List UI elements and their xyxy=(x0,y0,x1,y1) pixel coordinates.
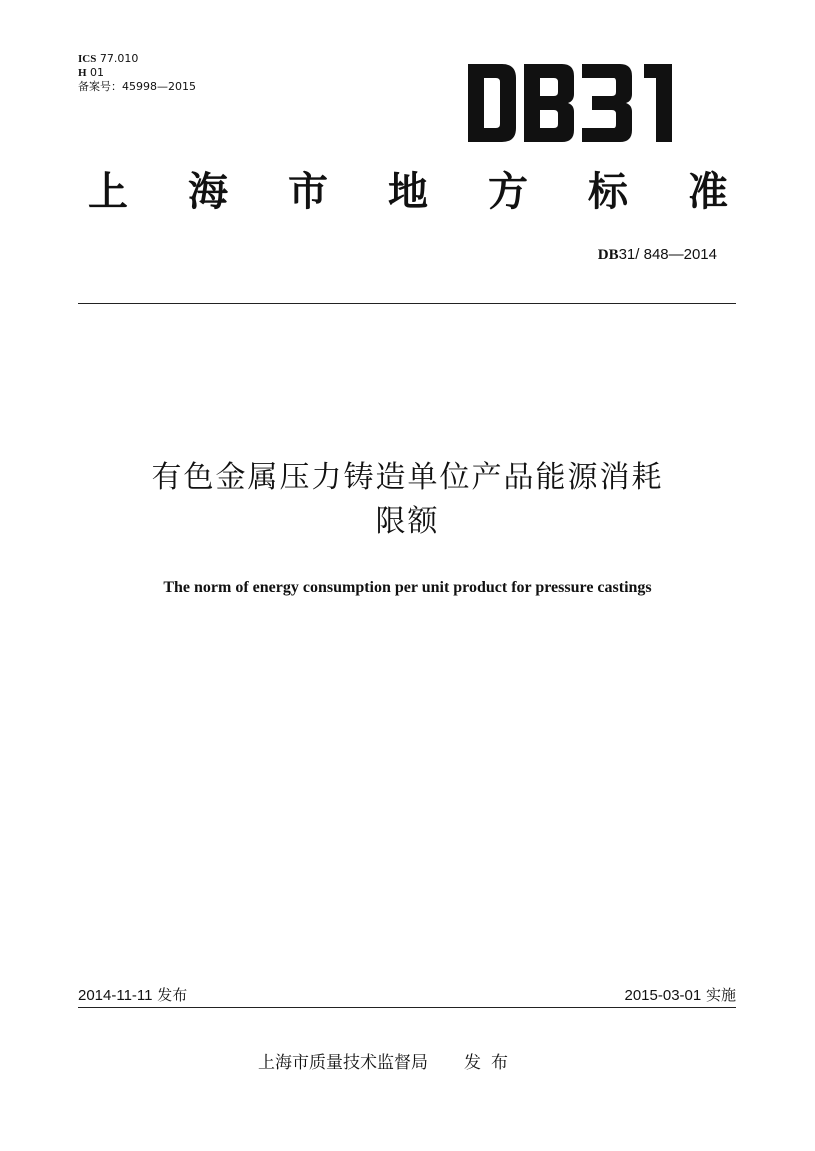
record-number: 45998—2015 xyxy=(122,80,196,93)
org-title-char: 准 xyxy=(688,169,728,215)
issue-date-label: 发布 xyxy=(152,986,188,1004)
document-meta xyxy=(78,52,196,93)
class-prefix: H xyxy=(78,67,87,79)
effective-date-value: 2015-03-01 xyxy=(624,987,702,1004)
issue-date-value: 2014-11-11 xyxy=(78,987,153,1004)
org-title-char: 市 xyxy=(288,169,328,215)
issuer-name: 上海市质量技术监督局 xyxy=(258,1053,428,1073)
chinese-title-line-2: 限额 xyxy=(375,504,440,539)
record-line xyxy=(78,80,196,93)
issuer-line xyxy=(258,1048,518,1073)
english-title: The norm of energy consumption per unit product for pressure castings xyxy=(163,579,652,596)
standard-number xyxy=(598,246,717,264)
ics-code: 77.010 xyxy=(96,52,139,65)
effective-date-label: 实施 xyxy=(701,986,736,1004)
ics-prefix: ICS xyxy=(78,53,97,65)
standard-number-prefix: DB xyxy=(597,247,619,263)
chinese-title xyxy=(0,456,815,544)
issuer-action: 发布 xyxy=(464,1053,518,1073)
standard-number-rest: 31/ 848—2014 xyxy=(618,246,717,263)
issuing-body-title xyxy=(88,160,728,224)
record-label: 备案号： xyxy=(78,80,122,93)
org-title-char: 标 xyxy=(588,169,628,215)
class-code: 01 xyxy=(86,66,105,79)
chinese-title-line-1: 有色金属压力铸造单位产品能源消耗 xyxy=(151,460,664,495)
issue-date xyxy=(78,984,187,1005)
ics-line xyxy=(78,52,196,66)
org-title-char: 上 xyxy=(88,169,128,215)
effective-date xyxy=(624,984,736,1005)
bottom-divider xyxy=(78,1007,736,1008)
org-title-char: 方 xyxy=(488,169,528,215)
org-title-char: 海 xyxy=(188,169,228,215)
org-title-char: 地 xyxy=(388,169,428,215)
top-divider xyxy=(78,303,736,304)
db31-logo xyxy=(466,64,692,142)
classification-line xyxy=(78,66,196,80)
